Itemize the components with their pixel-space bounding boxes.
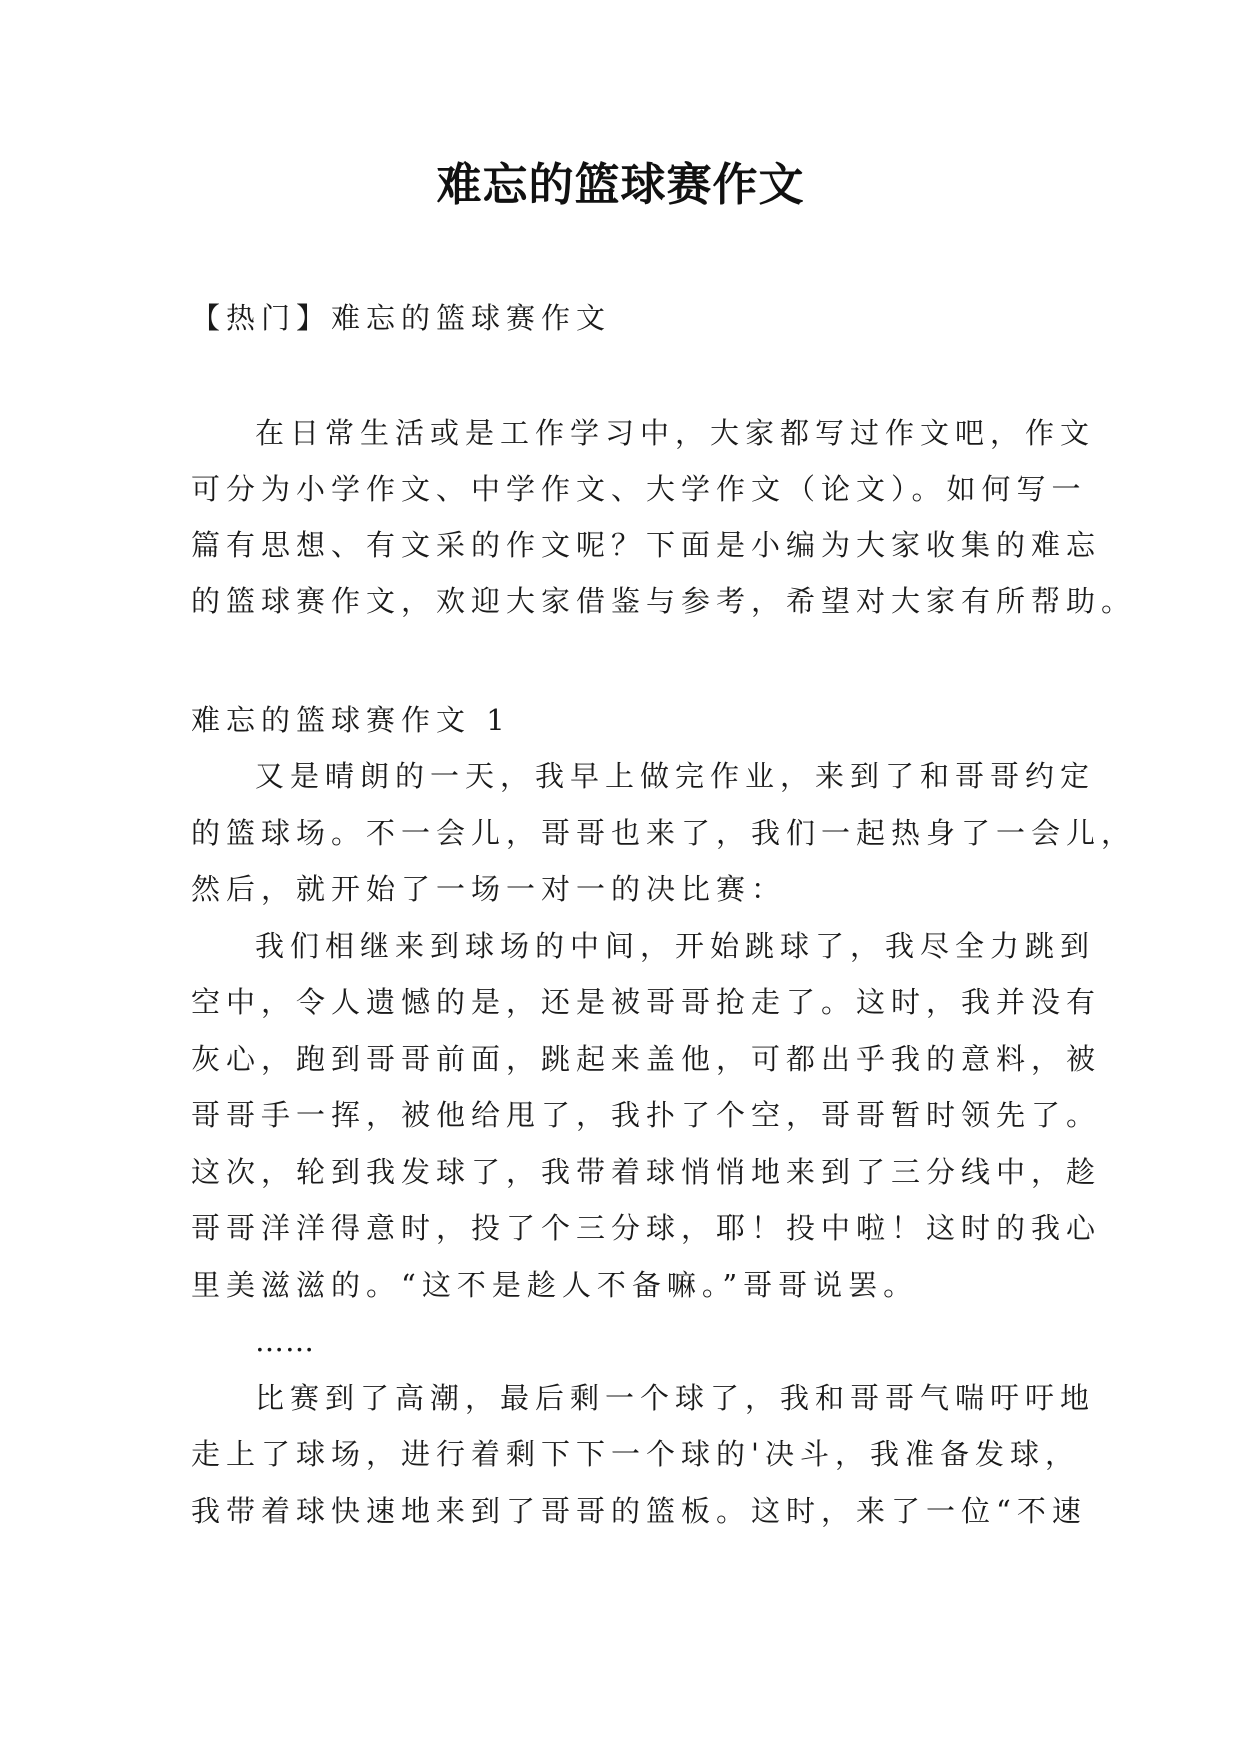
- section-heading: [191, 692, 1061, 748]
- document-title: 难忘的篮球赛作文: [436, 158, 805, 211]
- subtitle-text: 【热门】难忘的篮球赛作文: [191, 301, 612, 335]
- body-line: 的篮球场。不一会儿，哥哥也来了，我们一起热身了一会儿，: [191, 815, 1137, 850]
- intro-line: 篇有思想、有文采的作文呢？下面是小编为大家收集的难忘: [191, 528, 1102, 562]
- body-line: 空中，令人遗憾的是，还是被哥哥抢走了。这时，我并没有: [191, 985, 1102, 1019]
- body-line: 哥哥手一挥，被他给甩了，我扑了个空，哥哥暂时领先了。: [191, 1098, 1102, 1132]
- intro-line: 的篮球赛作文，欢迎大家借鉴与参考，希望对大家有所帮助。: [191, 584, 1137, 618]
- body-line: 里美滋滋的。“这不是趁人不备嘛。”哥哥说罢。: [191, 1267, 919, 1302]
- intro-paragraph: [191, 405, 1137, 629]
- body-line: 然后，就开始了一场一对一的决比赛：: [191, 872, 787, 906]
- section-title: 难忘的篮球赛作文 1: [191, 703, 511, 737]
- body-line: 我带着球快速地来到了哥哥的篮板。这时，来了一位“不速: [191, 1493, 1087, 1528]
- document-subtitle: [191, 290, 1061, 346]
- body-line: 我们相继来到球场的中间，开始跳球了，我尽全力跳到: [255, 928, 1096, 963]
- intro-line: 可分为小学作文、中学作文、大学作文（论文）。如何写一: [191, 472, 1087, 506]
- intro-line: 在日常生活或是工作学习中，大家都写过作文吧，作文: [255, 416, 1096, 450]
- body-line: 又是晴朗的一天，我早上做完作业，来到了和哥哥约定: [255, 759, 1096, 793]
- ellipsis-line: ……: [255, 1324, 315, 1358]
- body-line: 哥哥洋洋得意时，投了个三分球，耶！投中啦！这时的我心: [191, 1211, 1102, 1245]
- body-line: 这次，轮到我发球了，我带着球悄悄地来到了三分线中，趁: [191, 1154, 1102, 1189]
- body-line: 灰心，跑到哥哥前面，跳起来盖他，可都出乎我的意料，被: [191, 1041, 1102, 1076]
- body-line: 走上了球场，进行着剩下下一个球的'决斗，我准备发球，: [191, 1437, 1080, 1471]
- essay-body: [191, 748, 1137, 1539]
- body-line: 比赛到了高潮，最后剩一个球了，我和哥哥气喘吁吁地: [255, 1380, 1096, 1415]
